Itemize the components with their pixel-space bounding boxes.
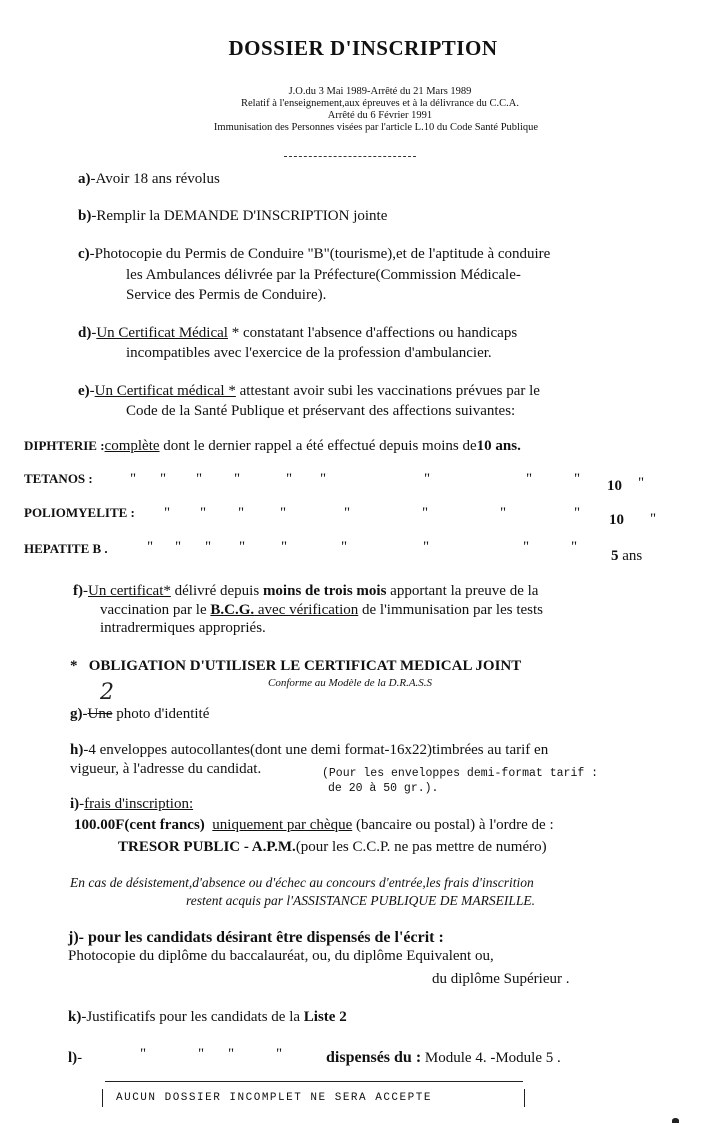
obligation-subtitle: Conforme au Modèle de la D.R.A.S.S [268, 677, 433, 689]
reference-line-3: Arrêté du 6 Février 1991 [327, 110, 433, 121]
separator-rule [284, 156, 416, 157]
vaccine-text: dont le dernier rappel a été effectué depuis moins de [159, 438, 477, 454]
item-f-certificate: Un certificat* [88, 583, 171, 599]
item-h-note-2: de 20 à 50 gr.). [328, 782, 439, 795]
item-k-label: k) [68, 1009, 82, 1025]
item-d-dash: - [91, 325, 97, 341]
item-a-label: a) [78, 171, 91, 187]
ditto-mark: " [286, 471, 293, 487]
vaccine-hepatite-years-value: 5 [611, 548, 619, 564]
ditto-mark: " [160, 471, 167, 487]
item-c-line-2: les Ambulances délivrée par la Préfecture(Commission Médicale- [126, 267, 521, 283]
reference-line-4: Immunisation des Personnes visées par l'article L.10 du Code Santé Publique [213, 122, 539, 133]
item-d-line-1 [78, 324, 517, 342]
ditto-mark: " [147, 539, 154, 555]
vaccine-polio-closing: " [650, 511, 657, 527]
ditto-mark: " [200, 505, 207, 521]
item-e-text: attestant avoir subi les vaccinations prévues par le [235, 383, 540, 399]
item-e-label: e) [78, 383, 90, 399]
item-b-text: -Remplir la DEMANDE D'INSCRIPTION jointe [91, 208, 388, 224]
item-e-line-1 [78, 382, 540, 400]
footer-notice: AUCUN DOSSIER INCOMPLET NE SERA ACCEPTE [116, 1092, 432, 1104]
vaccine-hepatite-unit: ans [622, 548, 643, 564]
item-f-line-1 [73, 582, 538, 600]
item-f-text-2: apportant la preuve de la [386, 583, 539, 599]
item-k-bold: Liste 2 [303, 1009, 347, 1025]
page-title: DOSSIER D'INSCRIPTION [228, 36, 498, 60]
obligation-text: OBLIGATION D'UTILISER LE CERTIFICAT MEDICAL JOINT [88, 658, 522, 674]
vaccine-polio-name: POLIOMYELITE : [24, 505, 135, 520]
ditto-mark: " [239, 539, 246, 555]
vaccine-name: DIPHTERIE : [24, 438, 105, 453]
item-h-label: h) [70, 742, 84, 758]
item-i-heading: frais d'inscription: [84, 796, 194, 812]
item-i-payee: TRESOR PUBLIC - A.P.M. [118, 839, 296, 855]
corner-mark [672, 1118, 679, 1123]
item-g-text: photo d'identité [112, 706, 210, 722]
item-a-text: -Avoir 18 ans révolus [90, 171, 220, 187]
item-k-text: -Justificatifs pour les candidats de la [81, 1009, 304, 1025]
obligation-star: * [70, 658, 78, 674]
vaccine-polio-years: 10 [609, 512, 624, 528]
ditto-mark: " [574, 471, 581, 487]
item-e-dash: - [89, 383, 95, 399]
ditto-mark: " [228, 1046, 235, 1062]
reference-line-2: Relatif à l'enseignement,aux épreuves et à la délivrance du C.C.A. [241, 98, 519, 109]
item-j-line-3: du diplôme Supérieur . [432, 971, 570, 987]
ditto-mark: " [523, 539, 530, 555]
footer-left-border [102, 1089, 103, 1107]
ditto-mark: " [341, 539, 348, 555]
ditto-mark: " [423, 539, 430, 555]
vaccine-years: 10 ans. [476, 438, 521, 454]
item-c-line-3: Service des Permis de Conduire). [126, 287, 327, 303]
item-b-label: b) [78, 208, 92, 224]
item-l-letter: l) [68, 1050, 78, 1066]
item-l-label [68, 1049, 82, 1067]
ditto-mark: " [344, 505, 351, 521]
ditto-mark: " [500, 505, 507, 521]
footer-top-rule [105, 1081, 523, 1082]
ditto-mark: " [175, 539, 182, 555]
reference-line-1: J.O.du 3 Mai 1989-Arrêté du 21 Mars 1989 [288, 86, 472, 97]
ditto-mark: " [424, 471, 431, 487]
vaccine-tetanos-closing: " [638, 475, 645, 491]
item-l-dash: - [77, 1050, 83, 1066]
ditto-mark: " [526, 471, 533, 487]
item-h-line-2: vigueur, à l'adresse du candidat. [70, 761, 262, 777]
item-f-line-2a: vaccination par le [100, 602, 211, 618]
ditto-mark: " [276, 1046, 283, 1062]
item-f-line-3: intradrermiques appropriés. [100, 620, 266, 636]
ditto-mark: " [574, 505, 581, 521]
item-d-certificate: Un Certificat Médical [96, 325, 228, 341]
item-h-line-1 [70, 741, 548, 759]
item-b [78, 207, 387, 225]
item-i-title [70, 795, 193, 813]
desistement-line-2: restent acquis par l'ASSISTANCE PUBLIQUE DE MARSEILLE. [186, 893, 535, 908]
item-j-line-2: Photocopie du diplôme du baccalauréat, ou, du diplôme Equivalent ou, [68, 948, 494, 964]
item-k [68, 1008, 347, 1026]
ditto-mark: " [238, 505, 245, 521]
vaccine-diphterie [24, 437, 521, 455]
vaccine-status: complète [104, 438, 160, 454]
item-c-text-1: -Photocopie du Permis de Conduire "B"(tourisme),et de l'aptitude à conduire [89, 246, 551, 262]
item-l-text [326, 1049, 561, 1067]
item-i-line-3 [118, 838, 547, 856]
item-i-label: i) [70, 796, 80, 812]
ditto-mark: " [281, 539, 288, 555]
item-j-label: j) [68, 929, 79, 946]
item-f-text-1: délivré depuis [170, 583, 263, 599]
handwritten-number: 2 [100, 680, 114, 705]
item-i-line-2 [74, 816, 554, 834]
item-e-line-2: Code de la Santé Publique et préservant des affections suivantes: [126, 403, 516, 419]
item-j-title [68, 929, 444, 947]
ditto-mark: " [205, 539, 212, 555]
ditto-mark: " [280, 505, 287, 521]
item-i-amount: 100.00F(cent francs) [74, 817, 205, 833]
ditto-mark: " [164, 505, 171, 521]
item-d-label: d) [78, 325, 92, 341]
item-l-dispenses: dispensés du : [326, 1049, 422, 1066]
item-i-payee-note: (pour les C.C.P. ne pas mettre de numéro) [295, 839, 547, 855]
item-g-label: g) [70, 706, 83, 722]
ditto-mark: " [130, 471, 137, 487]
item-i-dash: - [79, 796, 85, 812]
footer-right-border [524, 1089, 525, 1107]
ditto-mark: " [571, 539, 578, 555]
item-g-dash: - [82, 706, 88, 722]
ditto-mark: " [422, 505, 429, 521]
item-e-certificate: Un Certificat médical * [94, 383, 236, 399]
item-i-rest: (bancaire ou postal) à l'ordre de : [352, 817, 554, 833]
item-f-verification: avec vérification [254, 602, 359, 618]
ditto-mark: " [196, 471, 203, 487]
ditto-mark: " [140, 1046, 147, 1062]
ditto-mark: " [320, 471, 327, 487]
item-a [78, 170, 220, 188]
ditto-mark: " [198, 1046, 205, 1062]
item-l-modules: Module 4. -Module 5 . [421, 1050, 561, 1066]
item-f-line-2 [100, 601, 543, 619]
item-d-text: * constatant l'absence d'affections ou handicaps [227, 325, 518, 341]
item-f-dash: - [83, 583, 88, 599]
item-f-bold: moins de trois mois [262, 583, 387, 599]
item-h-note-1: (Pour les enveloppes demi-format tarif : [322, 767, 599, 780]
item-g [70, 705, 209, 723]
vaccine-hepatite-name: HEPATITE B . [24, 541, 108, 556]
vaccine-hepatite-years [611, 547, 642, 565]
item-f-line-2d: de l'immunisation par les tests [358, 602, 544, 618]
ditto-mark: " [234, 471, 241, 487]
vaccine-tetanos-name: TETANOS : [24, 471, 93, 486]
obligation-line [70, 657, 521, 675]
item-g-struck: Une [87, 706, 113, 722]
item-f-bcg: B.C.G. [210, 602, 255, 618]
vaccine-tetanos-years: 10 [607, 478, 622, 494]
item-j-heading: - pour les candidats désirant être dispensés de l'écrit : [78, 929, 444, 946]
item-i-cheque: uniquement par chèque [212, 817, 353, 833]
item-h-text-1: -4 enveloppes autocollantes(dont une demi format-16x22)timbrées au tarif en [83, 742, 549, 758]
item-f-label: f) [73, 583, 83, 599]
item-c-label: c) [78, 246, 90, 262]
item-c-line-1 [78, 245, 550, 263]
desistement-line-1: En cas de désistement,d'absence ou d'échec au concours d'entrée,les frais d'inscrition [70, 875, 534, 890]
item-d-line-2: incompatibles avec l'exercice de la profession d'ambulancier. [126, 345, 492, 361]
